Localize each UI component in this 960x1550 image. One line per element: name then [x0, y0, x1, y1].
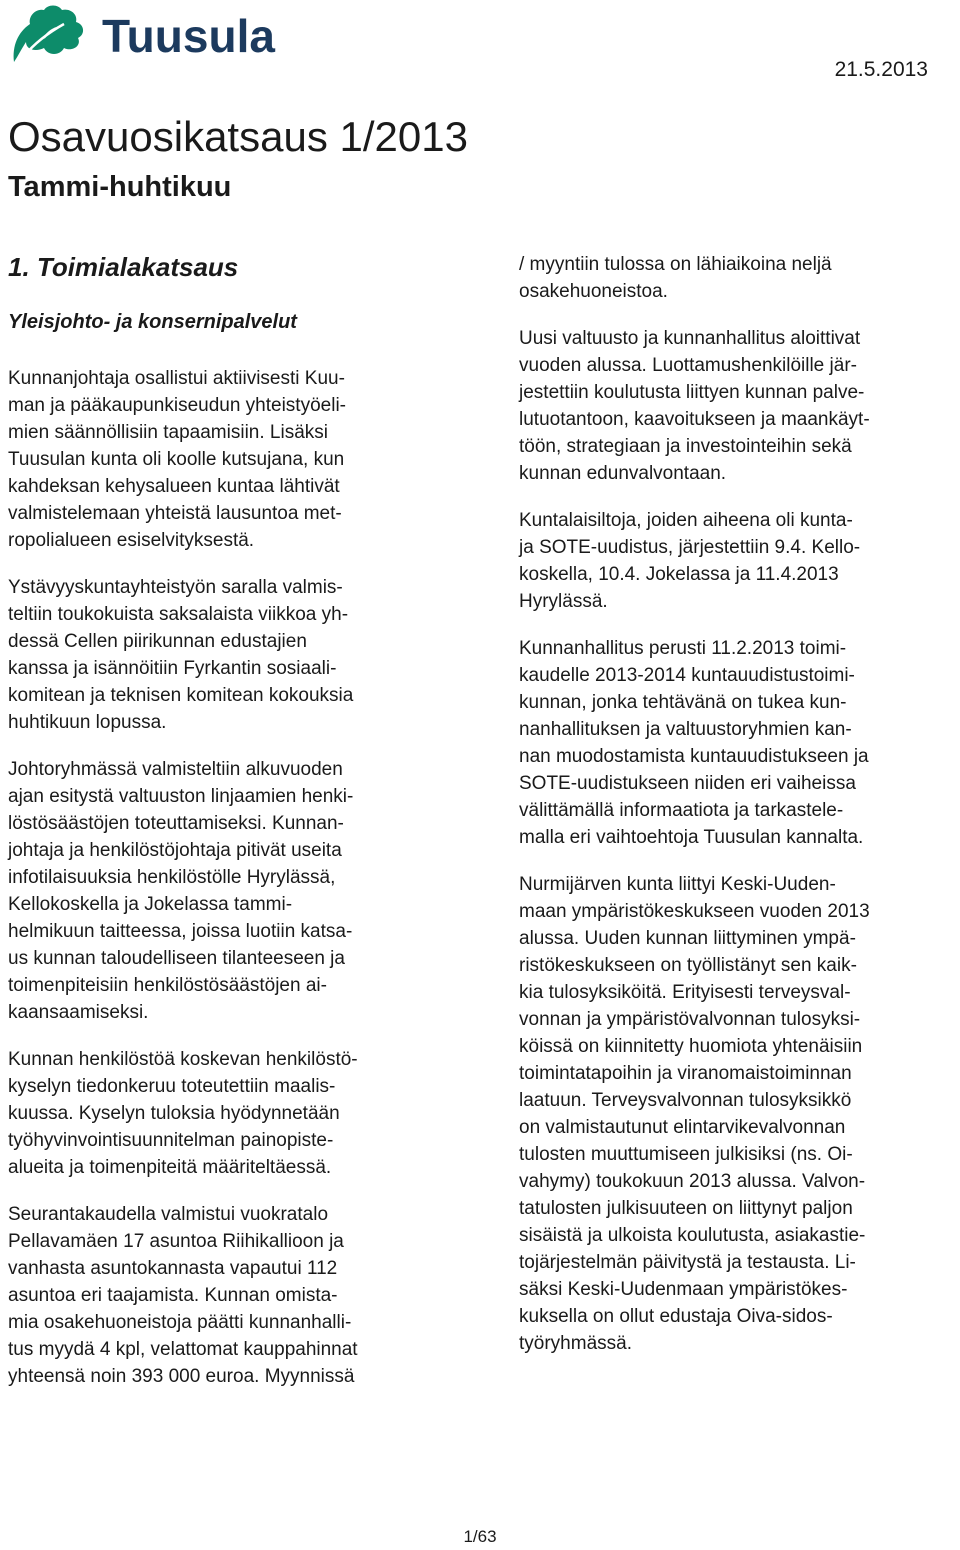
page-title: Osavuosikatsaus 1/2013	[8, 113, 468, 160]
paragraph: Kunnan henkilöstöä koskevan henkilöstö- kyselyn tiedonkeruu toteutettiin maalis- kuussa. Kyselyn tuloksia hyödynnetään työhyvinvointisuunnitelman painopiste- alueita ja toimenpiteitä määriteltäessä.	[8, 1049, 358, 1178]
paragraph: Kunnanhallitus perusti 11.2.2013 toimi- kaudelle 2013-2014 kuntauudistustoimi- kunnan, jonka tehtävänä on tukea kun- nanhallituksen ja valtuustoryhmien kan- nan muodostamista kuntauudistukseen ja SOTE-uudistukseen niiden eri vaiheissa välittämällä informaatiota ja tarkastele- malla eri vaihtoehtoja Tuusulan kannalta.	[519, 638, 869, 848]
paragraph: Nurmijärven kunta liittyi Keski-Uuden- maan ympäristökeskukseen vuoden 2013 alussa. Uuden kunnan liittyminen ympä- ristökeskukseen on työllistänyt sen kaik- kia tulosyksiköitä. Erityisesti terveysval- vonnan ja ympäristövalvonnan tulosyksi- köissä on kiinnitetty huomiota yhtenäisiin toimintatapoihin ja viranomaistoiminnan laatuun. Terveysvalvonnan tulosyksikkö on valmistautunut elintarvikevalvonnan tulosten muuttumiseen julkisiksi (ns. Oi- vahymy) toukokuun 2013 alussa. Valvon- tatulosten julkisuuteen on liittynyt paljon sisäistä ja ulkoista koulutusta, asiakastie- tojärjestelmän päivitystä ja testausta. Li- säksi Keski-Uudenmaan ympäristökes- kuksella on ollut edustaja Oiva-sidos- työryhmässä.	[519, 874, 870, 1354]
right-column	[519, 251, 959, 1377]
logo-text: Tuusula	[102, 10, 275, 62]
tuusula-logo	[8, 2, 298, 66]
page-number: 1/63	[463, 1527, 497, 1546]
left-column	[8, 365, 453, 1410]
paragraph: Kuntalaisiltoja, joiden aiheena oli kunta- ja SOTE-uudistus, järjestettiin 9.4. Kello- koskella, 10.4. Jokelassa ja 11.4.2013 Hyrylässä.	[519, 510, 861, 612]
report-date: 21.5.2013	[834, 58, 928, 81]
sub-heading: Yleisjohto- ja konsernipalvelut	[8, 311, 297, 333]
paragraph: Uusi valtuusto ja kunnanhallitus aloittivat vuoden alussa. Luottamushenkilöille jär- jestettiin koulutusta liittyen kunnan palve- lutuotantoon, kaavoitukseen ja maankäyt- töön, strategiaan ja investointeihin sekä kunnan edunvalvontaan.	[519, 328, 870, 484]
section-heading: 1. Toimialakatsaus	[8, 252, 239, 282]
paragraph: Johtoryhmässä valmisteltiin alkuvuoden ajan esitystä valtuuston linjaamien henki- löstösäästöjen toteuttamiseksi. Kunnan- johtaja ja henkilöstöjohtaja pitivät useita infotilaisuuksia henkilöstölle Hyrylässä, Kellokoskella ja Jokelassa tammi- helmikuun taitteessa, joissa luotiin katsa- us kunnan taloudelliseen tilanteeseen ja toimenpiteisiin henkilöstösäästöjen ai- kaansaamiseksi.	[8, 759, 354, 1023]
page-subtitle: Tammi-huhtikuu	[8, 171, 232, 203]
oak-leaf-icon	[8, 2, 298, 66]
paragraph: Ystävyyskuntayhteistyön saralla valmis- teltiin toukokuista saksalaista viikkoa yh- dessä Cellen piirikunnan edustajien kanssa ja isännöitiin Fyrkantin sosiaali- komitean ja teknisen komitean kokouksia huhtikuun lopussa.	[8, 577, 354, 733]
paragraph: Kunnanjohtaja osallistui aktiivisesti Kuu- man ja pääkaupunkiseudun yhteistyöeli- mien säännöllisiin tapaamisiin. Lisäksi Tuusulan kunta oli koolle kutsujana, kun kahdeksan kehysalueen kuntaa lähtivät valmistelemaan yhteistä lausuntoa met- ropolialueen esiselvityksestä.	[8, 368, 346, 551]
paragraph: Seurantakaudella valmistui vuokratalo Pellavamäen 17 asuntoa Riihikallioon ja vanhasta asuntokannasta vapautui 112 asuntoa eri taajamista. Kunnan omista- mia osakehuoneistoja päätti kunnanhalli- tus myydä 4 kpl, velattomat kauppahinnat yhteensä noin 393 000 euroa. Myynnissä	[8, 1204, 358, 1387]
paragraph: / myyntiin tulossa on lähiaikoina neljä osakehuoneistoa.	[519, 254, 832, 302]
